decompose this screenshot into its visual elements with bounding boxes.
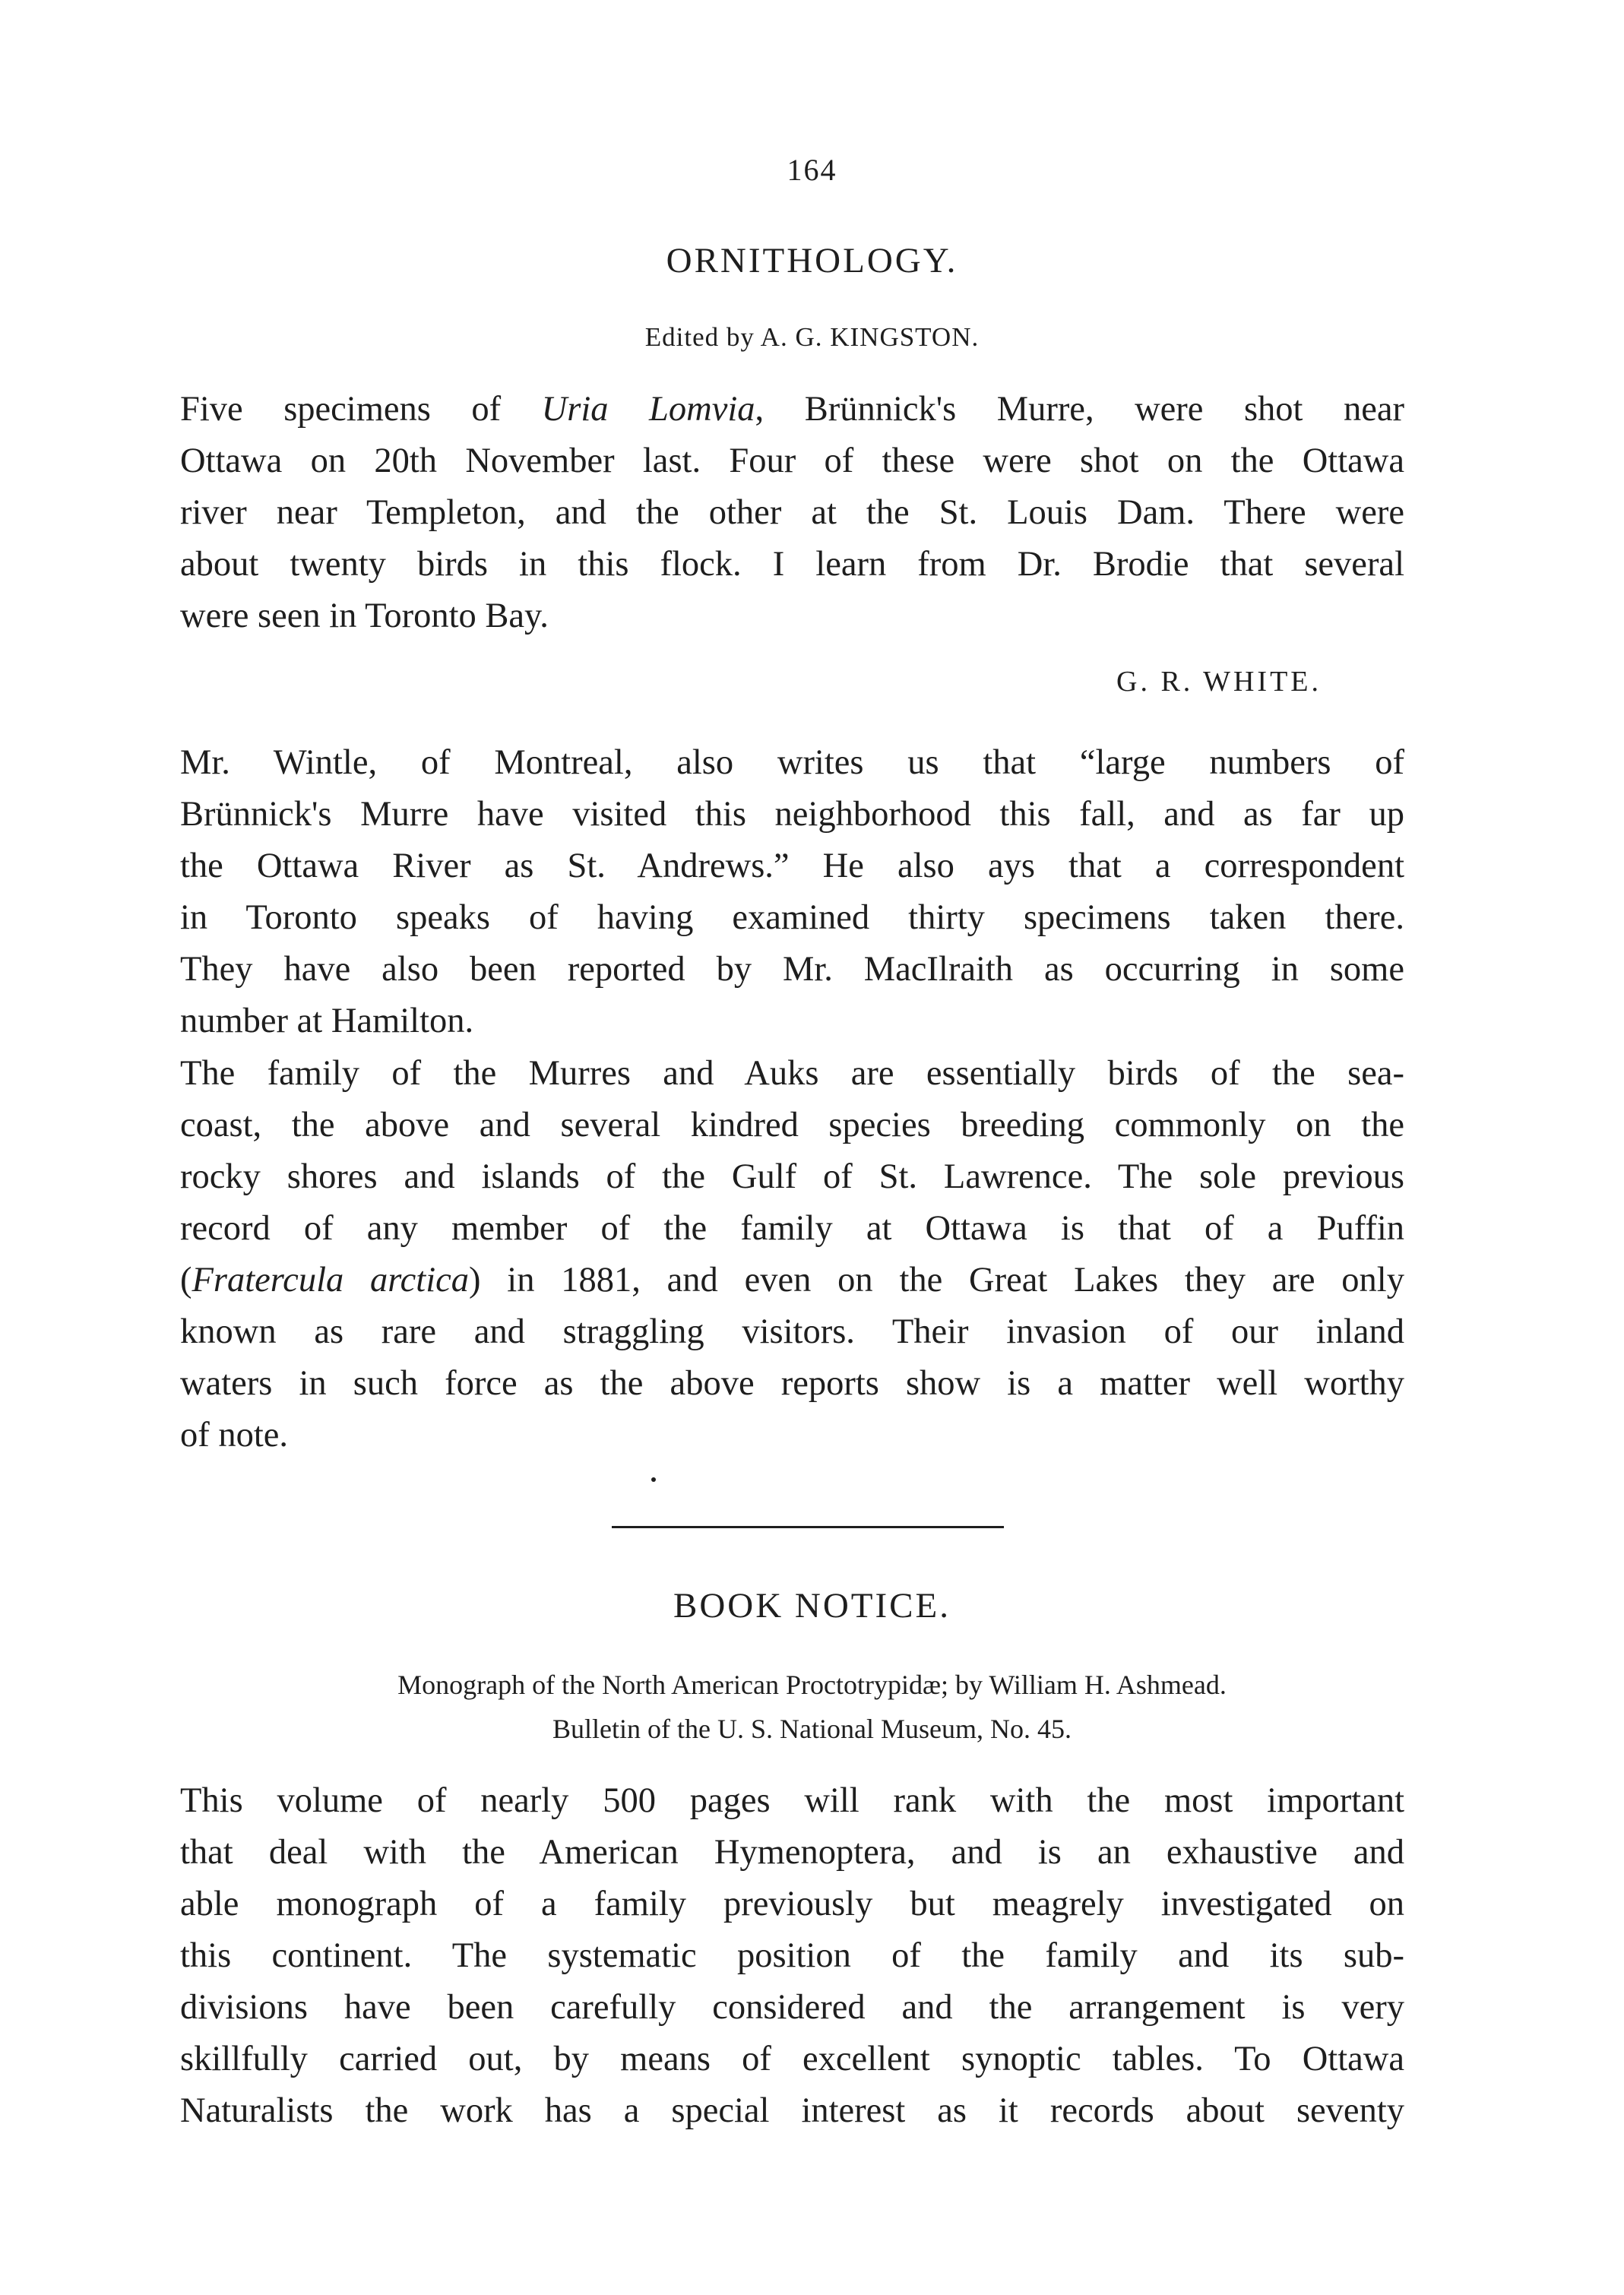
text-segment: Five specimens of bbox=[180, 390, 542, 429]
text-line: in Toronto speaks of having examined thirty specimens taken there. bbox=[180, 898, 1404, 937]
text-line: The family of the Murres and Auks are essentially birds of the sea- bbox=[180, 1054, 1404, 1093]
ornithology-paragraph-3 bbox=[180, 1048, 1404, 1461]
book-notice-paragraph-1 bbox=[180, 1775, 1404, 2137]
signature: G. R. WHITE. bbox=[1116, 666, 1322, 698]
text-line: record of any member of the family at Ottawa is that of a Puffin bbox=[180, 1209, 1404, 1248]
text-line: coast, the above and several kindred species breeding commonly on the bbox=[180, 1106, 1404, 1144]
text-line: this continent. The systematic position of the family and its sub- bbox=[180, 1936, 1404, 1975]
text-line bbox=[180, 1255, 1404, 1306]
text-line: skillfully carried out, by means of excellent synoptic tables. To Ottawa bbox=[180, 2040, 1404, 2078]
text-line: about twenty birds in this flock. I learn from Dr. Brodie that several bbox=[180, 545, 1404, 584]
text-line: river near Templeton, and the other at the St. Louis Dam. There were bbox=[180, 493, 1404, 532]
text-line: waters in such force as the above reports show is a matter well worthy bbox=[180, 1364, 1404, 1403]
text-line: Ottawa on 20th November last. Four of these were shot on the Ottawa bbox=[180, 442, 1404, 480]
species-name-italic: Fratercula arctica bbox=[192, 1261, 470, 1299]
text-segment: ( bbox=[180, 1261, 192, 1299]
text-line: that deal with the American Hymenoptera, and is an exhaustive and bbox=[180, 1833, 1404, 1872]
text-line: divisions have been carefully considered and the arrangement is very bbox=[180, 1988, 1404, 2027]
species-name-italic: Uria Lomvia bbox=[541, 390, 755, 429]
text-segment: , Brünnick's Murre, were shot near bbox=[755, 390, 1405, 429]
section-title-ornithology: ORNITHOLOGY. bbox=[666, 241, 958, 280]
text-line: Mr. Wintle, of Montreal, also writes us that “large numbers of bbox=[180, 743, 1404, 782]
text-line: able monograph of a family previously but meagrely investigated on bbox=[180, 1885, 1404, 1923]
editor-byline: Edited by A. G. KINGSTON. bbox=[644, 322, 980, 352]
text-segment: ) in 1881, and even on the Great Lakes they are only bbox=[469, 1261, 1404, 1299]
text-line: of note. bbox=[180, 1416, 289, 1455]
text-line: number at Hamilton. bbox=[180, 1002, 474, 1040]
page-number: 164 bbox=[787, 153, 837, 187]
section-title-book-notice: BOOK NOTICE. bbox=[673, 1586, 951, 1625]
monograph-citation-line-2: Bulletin of the U. S. National Museum, No. 45. bbox=[552, 1714, 1072, 1744]
section-divider bbox=[612, 1526, 1004, 1528]
text-line bbox=[180, 384, 1404, 435]
text-line: This volume of nearly 500 pages will rank with the most important bbox=[180, 1781, 1404, 1820]
monograph-citation-line-1: Monograph of the North American Proctotrypidæ; by William H. Ashmead. bbox=[397, 1670, 1227, 1700]
text-line: Naturalists the work has a special interest as it records about seventy bbox=[180, 2091, 1404, 2130]
text-line: known as rare and straggling visitors. Their invasion of our inland bbox=[180, 1312, 1404, 1351]
ornithology-paragraph-1 bbox=[180, 384, 1404, 642]
text-line: rocky shores and islands of the Gulf of St. Lawrence. The sole previous bbox=[180, 1157, 1404, 1196]
text-line: were seen in Toronto Bay. bbox=[180, 597, 549, 635]
stray-dot bbox=[651, 1477, 656, 1482]
text-line: Brünnick's Murre have visited this neighborhood this fall, and as far up bbox=[180, 795, 1404, 834]
ornithology-paragraph-2 bbox=[180, 737, 1404, 1047]
text-line: They have also been reported by Mr. MacIlraith as occurring in some bbox=[180, 950, 1404, 989]
text-line: the Ottawa River as St. Andrews.” He also ays that a correspondent bbox=[180, 847, 1404, 885]
